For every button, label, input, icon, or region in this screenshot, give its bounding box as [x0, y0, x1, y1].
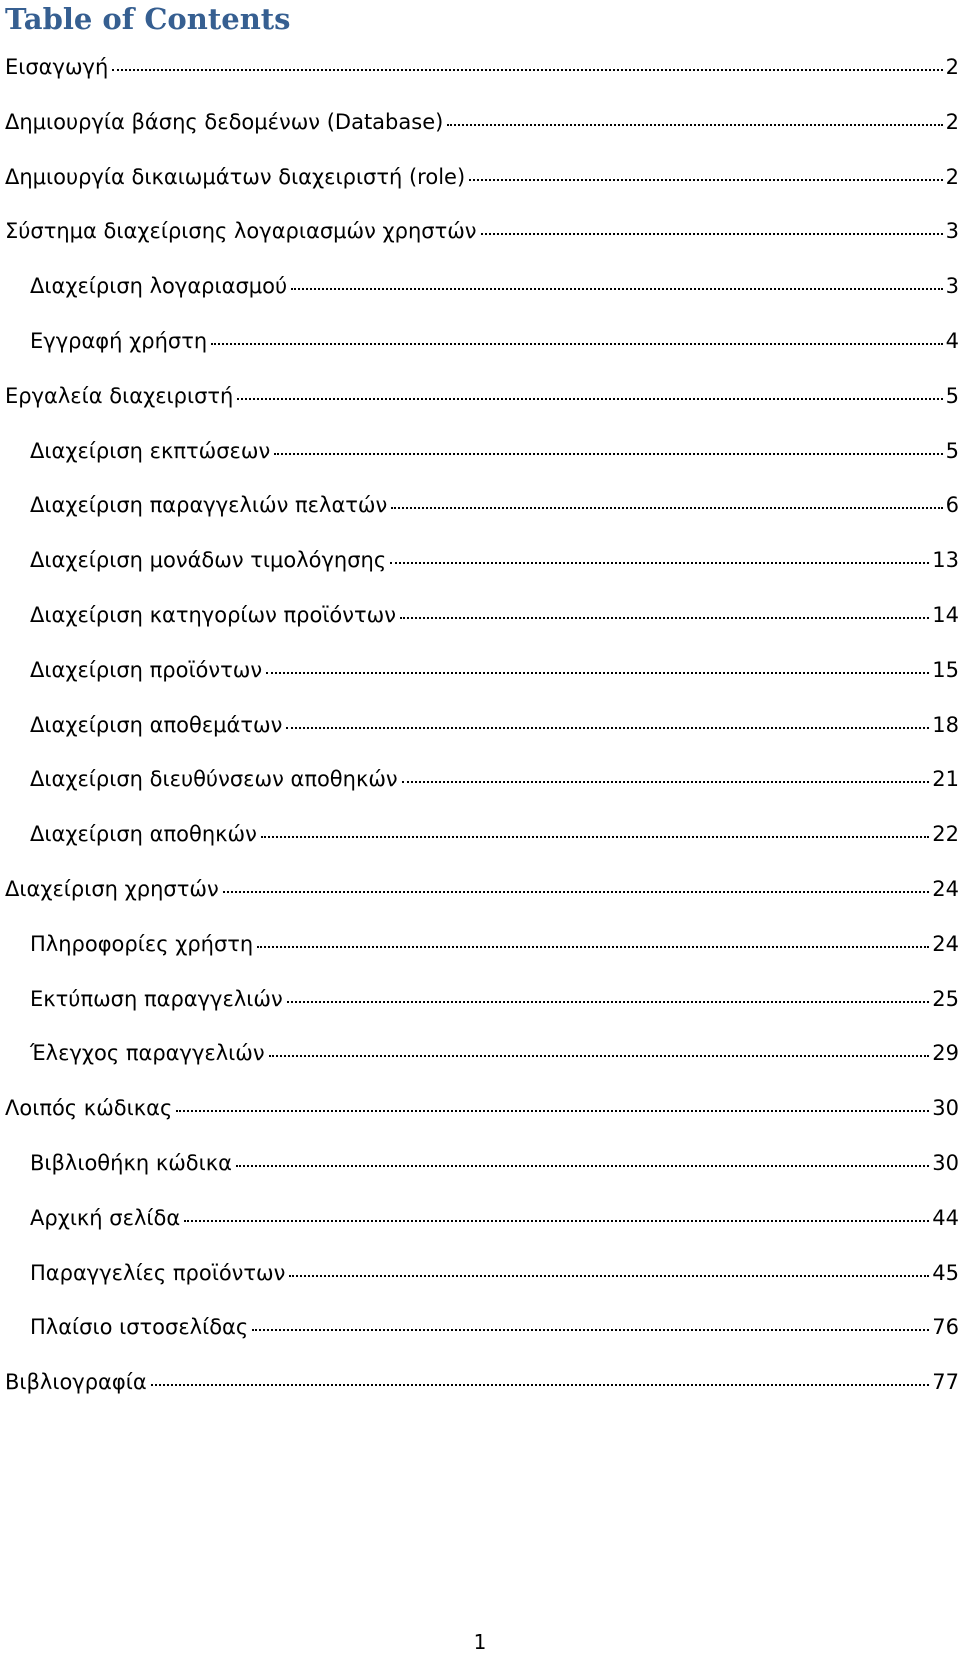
toc-dot-leader [261, 834, 929, 838]
page-number: 1 [473, 1630, 487, 1654]
toc-entry[interactable] [30, 1310, 959, 1344]
toc-entry-label: Παραγγελίες προϊόντων [30, 1260, 286, 1285]
toc-entry-page: 3 [945, 274, 959, 299]
toc-dot-leader [289, 1273, 929, 1277]
toc-entry-label: Διαχείριση διευθύνσεων αποθηκών [30, 767, 398, 792]
toc-entry-page: 44 [932, 1205, 959, 1230]
toc-entry[interactable] [30, 1036, 959, 1070]
toc-entry[interactable] [5, 1365, 959, 1399]
toc-dot-leader [211, 341, 942, 345]
toc-entry[interactable] [30, 1256, 959, 1290]
toc-entry-page: 2 [945, 109, 959, 134]
toc-dot-leader [481, 231, 943, 235]
toc-entry-page: 24 [932, 931, 959, 956]
toc-dot-leader [237, 396, 942, 400]
toc-entry-page: 21 [932, 767, 959, 792]
toc-entry-page: 30 [932, 1096, 959, 1121]
toc-entry-label: Δημιουργία βάσης δεδομένων (Database) [5, 109, 444, 134]
toc-entry-label: Διαχείριση μονάδων τιμολόγησης [30, 548, 387, 573]
toc-entry[interactable] [30, 708, 959, 742]
toc-entry-label: Έλεγχος παραγγελιών [30, 1041, 265, 1066]
toc-dot-leader [269, 1053, 930, 1057]
toc-entry[interactable] [5, 214, 959, 248]
toc-entry-page: 15 [932, 657, 959, 682]
toc-entry-page: 18 [932, 712, 959, 737]
toc-dot-leader [236, 1163, 929, 1167]
toc-entry-label: Πλαίσιο ιστοσελίδας [30, 1315, 249, 1340]
toc-entry[interactable] [30, 434, 959, 468]
toc-entry[interactable] [30, 762, 959, 796]
toc-entry-page: 5 [945, 438, 959, 463]
toc-entry[interactable] [30, 982, 959, 1016]
toc-entry[interactable] [5, 160, 959, 194]
toc-entry[interactable] [30, 1201, 959, 1235]
toc-entry-label: Βιβλιογραφία [5, 1370, 147, 1395]
toc-entry-label: Διαχείριση χρηστών [5, 877, 219, 901]
toc-entry-page: 77 [932, 1370, 959, 1395]
toc-dot-leader [252, 1327, 929, 1331]
toc-entry-page: 6 [945, 493, 959, 518]
toc-entry-page: 2 [945, 55, 959, 79]
toc-entry-label: Βιβλιοθήκη κώδικα [30, 1151, 232, 1175]
toc-entry-label: Εκτύπωση παραγγελιών [30, 986, 283, 1011]
toc-entry-page: 13 [932, 548, 959, 573]
toc-entry-label: Σύστημα διαχείρισης λογαριασμών χρηστών [5, 219, 477, 244]
toc-dot-leader [176, 1108, 929, 1112]
toc-entry[interactable] [30, 927, 959, 961]
toc-dot-leader [112, 67, 942, 71]
toc-dot-leader [400, 615, 929, 619]
toc-entry-page: 4 [945, 329, 959, 353]
toc-entry[interactable] [30, 543, 959, 577]
toc-entry-label: Διαχείριση παραγγελιών πελατών [30, 493, 388, 518]
toc-entry[interactable] [5, 872, 959, 906]
toc-entry-label: Διαχείριση αποθηκών [30, 822, 257, 847]
toc-dot-leader [287, 999, 930, 1003]
toc-dot-leader [402, 779, 930, 783]
toc-dot-leader [266, 670, 929, 674]
toc-entry[interactable] [30, 488, 959, 522]
toc-entry-label: Δημιουργία δικαιωμάτων διαχειριστή (role) [5, 164, 466, 189]
toc-entry-label: Διαχείριση εκπτώσεων [30, 438, 271, 463]
toc-dot-leader [469, 177, 942, 181]
toc-entry-page: 3 [945, 219, 959, 244]
toc-dot-leader [274, 451, 942, 455]
toc-entry[interactable] [5, 379, 959, 413]
toc-title: Table of Contents [5, 2, 291, 36]
toc-entry-label: Διαχείριση αποθεμάτων [30, 712, 283, 737]
toc-entry-page: 24 [932, 877, 959, 901]
toc-entry-label: Εγγραφή χρήστη [30, 329, 208, 353]
toc-entry[interactable] [30, 598, 959, 632]
toc-entry-page: 25 [932, 986, 959, 1011]
toc-entry[interactable] [5, 50, 959, 84]
toc-entry-page: 2 [945, 164, 959, 189]
toc-entry[interactable] [5, 105, 959, 139]
toc-entry-page: 5 [945, 383, 959, 408]
toc-entry-label: Λοιπός κώδικας [5, 1096, 173, 1121]
toc-entry-label: Εργαλεία διαχειριστή [5, 383, 234, 408]
toc-entry[interactable] [30, 1146, 959, 1180]
toc-entry[interactable] [30, 653, 959, 687]
toc-entry[interactable] [30, 324, 959, 358]
toc-dot-leader [257, 944, 929, 948]
toc-entry-page: 14 [932, 603, 959, 627]
toc-entry-label: Διαχείριση λογαριασμού [30, 274, 288, 299]
toc-dot-leader [390, 560, 929, 564]
toc-entry-page: 30 [932, 1151, 959, 1175]
toc-dot-leader [151, 1382, 930, 1386]
toc-entry-page: 29 [932, 1041, 959, 1066]
toc-dot-leader [184, 1218, 929, 1222]
toc-entry-label: Εισαγωγή [5, 55, 109, 79]
toc-entry-page: 45 [932, 1260, 959, 1285]
toc-entry-page: 76 [932, 1315, 959, 1340]
toc-dot-leader [447, 122, 942, 126]
toc-entry[interactable] [5, 1091, 959, 1125]
toc-dot-leader [391, 505, 942, 509]
toc-entry-label: Διαχείριση προϊόντων [30, 657, 263, 682]
toc-entry[interactable] [30, 817, 959, 851]
toc-dot-leader [286, 725, 929, 729]
toc-entry-page: 22 [932, 822, 959, 847]
toc-entry-label: Αρχική σελίδα [30, 1205, 181, 1230]
toc-dot-leader [291, 286, 942, 290]
toc-entry[interactable] [30, 269, 959, 303]
toc-dot-leader [223, 889, 930, 893]
toc-entry-label: Πληροφορίες χρήστη [30, 931, 254, 956]
toc-entry-label: Διαχείριση κατηγορίων προϊόντων [30, 603, 396, 627]
